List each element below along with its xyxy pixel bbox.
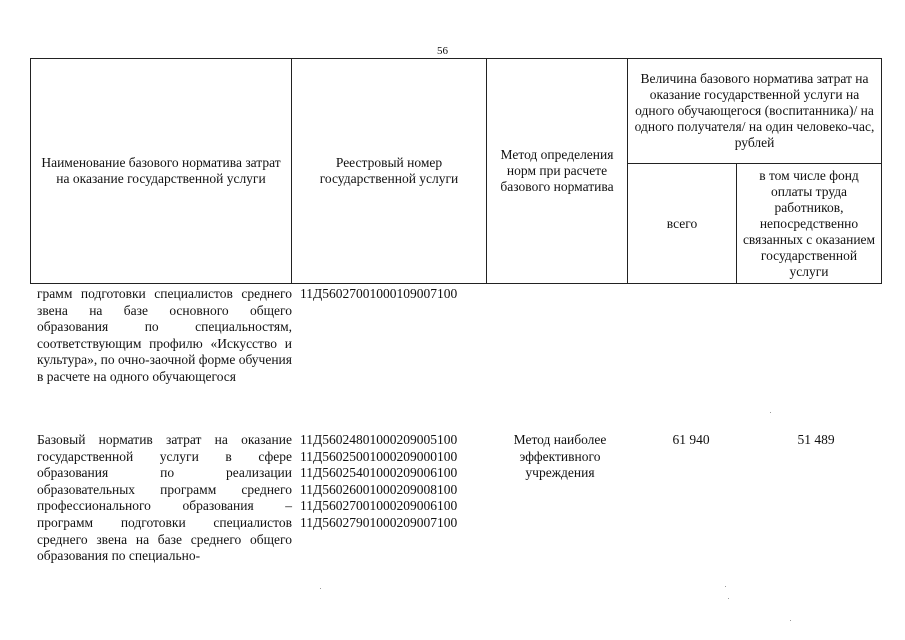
header-registry-column: Реестровый номер государственной услуги bbox=[292, 59, 487, 284]
header-name-column: Наименование базового норматива затрат на оказание государственной услуги bbox=[31, 59, 292, 284]
row-1-name: грамм подготовки специалистов среднего звена на базе основного общего образования по специальностям, соответствующим профилю «Искусство и культура», по очно-заочной форме обучения в расчете на одного обучающегося bbox=[37, 286, 292, 384]
header-fund-column: в том числе фонд оплаты труда работников, непосредственно связанных с оказанием государственной услуги bbox=[737, 164, 882, 284]
table-header bbox=[30, 58, 882, 284]
scan-speck bbox=[790, 620, 791, 621]
row-2-registry: 11Д56024801000209005100 11Д56025001000209000100 11Д56025401000209006100 11Д56026001000209008100 11Д56027001000209006100 11Д56027901000209007100 bbox=[300, 432, 458, 530]
row-2-fund: 51 489 bbox=[797, 432, 835, 447]
page-number: 56 bbox=[437, 45, 448, 57]
scan-speck bbox=[728, 598, 729, 599]
row-2-name: Базовый норматив затрат на оказание государственной услуги в сфере образования по реализации образовательных программ среднего профессионального образования – программ подготовки специалистов среднего звена на базе среднего общего образования по специально- bbox=[37, 432, 292, 564]
scan-speck bbox=[320, 588, 321, 589]
row-1-registry: 11Д56027001000109007100 bbox=[300, 286, 458, 301]
header-method-column: Метод определения норм при расчете базового норматива bbox=[487, 59, 628, 284]
header-total-column: всего bbox=[628, 164, 737, 284]
scan-speck bbox=[725, 586, 726, 587]
row-2-method: Метод наиболее эффективного учреждения bbox=[513, 432, 607, 481]
row-2-total: 61 940 bbox=[672, 432, 710, 447]
scan-speck bbox=[770, 412, 771, 413]
header-value-column: Величина базового норматива затрат на оказание государственной услуги на одного обучающегося (воспитанника)/ на одного получателя/ на один человеко-час, рублей bbox=[628, 59, 882, 164]
